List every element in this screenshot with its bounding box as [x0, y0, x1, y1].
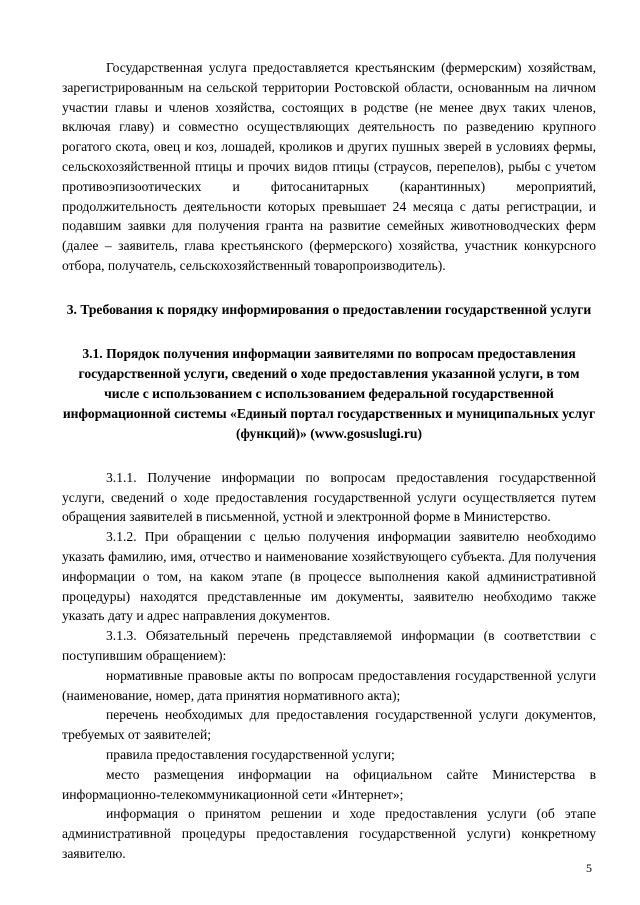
intro-paragraph: Государственная услуга предоставляется крестьянским (фермерским) хозяйствам, зарегистрированным на сельской территории Ростовской области, основанным на личном участии главы и членов хозяйства, состоящих в родстве (не менее двух таких членов, включая главу) и совместно осуществляющих деятельность по разведению крупного рогатого скота, овец и коз, лошадей, кроликов и других пушных зверей в условиях фермы, сельскохозяйственной птицы и прочих видов птицы (страусов, перепелов), рыбы с учетом противоэпизоотических и фитосанитарных (карантинных) мероприятий, продолжительность деятельности которых превышает 24 месяца с даты регистрации, и подавшим заявки для получения гранта на развитие семейных животноводческих ферм (далее – заявитель, глава крестьянского (фермерского) хозяйства, участник конкурсного отбора, получатель, сельскохозяйственный товаропроизводитель).: [62, 60, 596, 273]
list-item: информация о принятом решении и ходе предоставления услуги (об этапе административной процедуры предоставления государственной услуги) конкретному заявителю.: [62, 806, 596, 861]
document-page: [62, 58, 596, 864]
list-item: перечень необходимых для предоставления государственной услуги документов, требуемых от заявителей;: [62, 707, 596, 743]
section-3-1-heading: 3.1. Порядок получения информации заявителями по вопросам предоставления государственной услуги, сведений о ходе предоставления указанной услуги, в том числе с использованием с использованием федеральной государственной информационной системы «Единый портал государственных и муниципальных услуг (функций)» (www.gosuslugi.ru): [62, 345, 596, 441]
paragraph-3-1-2: 3.1.2. При обращении с целью получения информации заявителю необходимо указать фамилию, имя, отчество и наименование хозяйствующего субъекта. Для получения информации о том, на каком этапе (в процессе выполнения какой административной процедуры) находятся представленные им документы, заявителю необходимо также указать дату и адрес направления документов.: [62, 529, 596, 624]
section-3-heading: 3. Требования к порядку информирования о предоставлении государственной услуги: [66, 301, 592, 317]
list-item: правила предоставления государственной услуги;: [106, 746, 395, 762]
paragraph-3-1-3: 3.1.3. Обязательный перечень представляемой информации (в соответствии с поступившим обращением):: [62, 628, 596, 663]
page-number: 5: [586, 861, 592, 875]
paragraph-3-1-1: 3.1.1. Получение информации по вопросам предоставления государственной услуги, сведений о ходе предоставления государственной услуги осуществляется путем обращения заявителей в письменной, устной и электронной форме в Министерство.: [62, 469, 596, 525]
list-item: место размещения информации на официальном сайте Министерства в информационно-телекоммуникационной сети «Интернет»;: [62, 766, 596, 802]
list-item: нормативные правовые акты по вопросам предоставления государственной услуги (наименование, номер, дата принятия нормативного акта);: [62, 667, 596, 703]
